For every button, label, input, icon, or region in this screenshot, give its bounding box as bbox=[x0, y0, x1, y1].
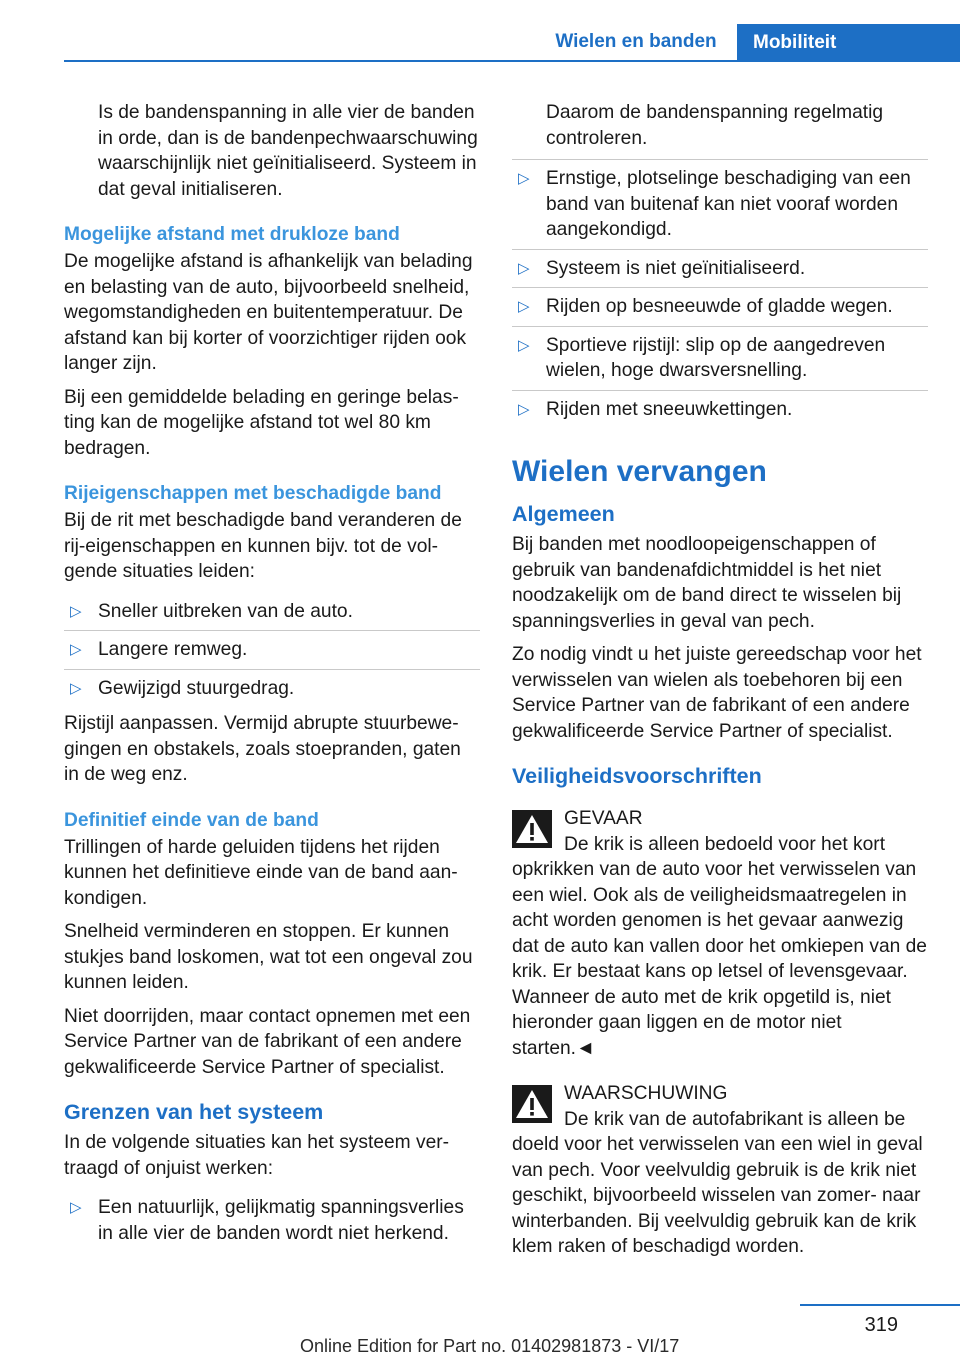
warning-first-line: De krik is alleen bedoeld voor het kort bbox=[564, 833, 886, 855]
header-divider bbox=[64, 60, 960, 62]
warning-first-line: De krik van de autofabrikant is alleen be bbox=[564, 1108, 906, 1130]
list-item: ▷ Ernstige, plotselinge beschadiging van een band van buitenaf kan niet vooraf worden aangekondigd. bbox=[518, 168, 911, 240]
paragraph-distance-2: Bij een gemiddelde belading en geringe belasting kan de mogelijke afstand tot wel 80 km bedragen. bbox=[64, 386, 459, 459]
list-driving bbox=[64, 593, 480, 708]
paragraph-driving: Bij de rit met beschadigde band veranderen de rij-eigenschappen en kunnen bijv. tot de volgende situaties leiden: bbox=[64, 510, 462, 582]
triangle-bullet-icon: ▷ bbox=[70, 602, 82, 620]
list-item: ▷ Rijden met sneeuwkettingen. bbox=[512, 390, 928, 429]
list-limits-right bbox=[512, 159, 928, 428]
paragraph-limits: In de volgende situaties kan het systeem vertraagd of onjuist werken: bbox=[64, 1132, 450, 1179]
warning-text: opkrikken van de auto voor het verwisselen van een wiel. Ook als de veiligheidsmaatregelen in acht worden genomen is het gevaar aanwezig dat de auto kan vallen door het omkiepen van de krik. Er bestaat kans op letsel of levensgevaar. Wanneer de auto met de krik opgetild is, niet hieronder gaan liggen en de motor niet starten.◄ bbox=[512, 859, 927, 1059]
triangle-bullet-icon: ▷ bbox=[518, 400, 530, 418]
triangle-bullet-icon: ▷ bbox=[518, 170, 530, 187]
right-column bbox=[512, 100, 928, 1270]
heading-distance: Mogelijke afstand met drukloze band bbox=[64, 224, 400, 245]
heading-safety: Veiligheidsvoorschriften bbox=[512, 764, 762, 788]
paragraph-general-1: Bij banden met noodloopeigenschappen of gebruik van bandenafdichtmiddel is het niet noodzakelijk om de band direct te wisselen bij spanningsverlies in geval van pech. bbox=[512, 534, 902, 632]
section-tab[interactable]: Wielen en banden bbox=[555, 31, 717, 52]
warning-caution bbox=[512, 1081, 928, 1260]
edition-footer: Online Edition for Part no. 01402981873 - VI/17 bbox=[300, 1336, 680, 1356]
footer-divider bbox=[800, 1304, 960, 1306]
list-item: ▷ Gewijzigd stuurgedrag. bbox=[64, 669, 480, 708]
paragraph-end-1: Trillingen of harde geluiden tijdens het rijden kunnen het definitieve einde van de band aankondigen. bbox=[64, 836, 458, 909]
warning-text: doeld voor het verwisselen van een wiel in geval van pech. Voor veelvuldig gebruik is de krik niet geschikt, bijvoorbeeld wisselen van zomer- naar winterbanden. Bij veelvuldig gebruik kan de krik klem raken of beschadigd worden. bbox=[512, 1134, 923, 1257]
intro-paragraph: Is de bandenspanning in alle vier de banden in orde, dan is de bandenpechwaarschuwing waarschijnlijk niet geïnitialiseerd. Systeem in dat geval initialiseren. bbox=[98, 102, 478, 200]
list-item: ▷ Een natuurlijk, gelijkmatig spanningsverlies in alle vier de banden wordt niet herkend. bbox=[70, 1197, 464, 1244]
paragraph-general-2: Zo nodig vindt u het juiste gereedschap voor het verwisselen van wielen als toebehoren bij een Service Partner van de fabrikant of een andere gekwalificeerde Service Partner of specialist. bbox=[512, 644, 922, 742]
warning-title: GEVAAR bbox=[564, 808, 643, 829]
heading-general: Algemeen bbox=[512, 502, 615, 526]
heading-driving: Rijeigenschappen met beschadigde band bbox=[64, 483, 442, 504]
triangle-bullet-icon: ▷ bbox=[518, 259, 530, 277]
warning-danger bbox=[512, 806, 928, 1061]
page-header bbox=[0, 0, 960, 62]
paragraph-end-2: Snelheid verminderen en stoppen. Er kunnen stukjes band loskomen, wat tot een ongeval zou kunnen leiden. bbox=[64, 921, 473, 993]
paragraph-driving-2: Rijstijl aanpassen. Vermijd abrupte stuurbewegingen en obstakels, zoals stoepranden, gaten in de weg enz. bbox=[64, 713, 461, 785]
triangle-bullet-icon: ▷ bbox=[70, 679, 82, 697]
left-column bbox=[64, 100, 480, 1256]
triangle-bullet-icon: ▷ bbox=[70, 1199, 82, 1216]
paragraph-distance-1: De mogelijke afstand is afhankelijk van belading en belasting van de auto, bijvoorbeeld snelheid, wegomstandigheden en buitentemperatuur. De afstand kan bij korter of voorzichtiger rijden ook langer zijn. bbox=[64, 251, 473, 374]
list-item: ▷ Systeem is niet geïnitialiseerd. bbox=[512, 249, 928, 288]
list-item: ▷ Langere remweg. bbox=[64, 630, 480, 669]
heading-limits: Grenzen van het systeem bbox=[64, 1100, 324, 1124]
chapter-tab[interactable]: Mobiliteit bbox=[737, 24, 960, 62]
warning-title: WAARSCHUWING bbox=[564, 1083, 728, 1104]
paragraph-end-3: Niet doorrijden, maar contact opnemen met een Service Partner van de fabrikant of een andere gekwalificeerde Service Partner of specialist. bbox=[64, 1005, 471, 1078]
chapter-heading: Wielen vervangen bbox=[512, 455, 767, 488]
triangle-bullet-icon: ▷ bbox=[518, 336, 530, 354]
page-number: 319 bbox=[864, 1314, 898, 1336]
triangle-bullet-icon: ▷ bbox=[518, 298, 530, 315]
list-item: ▷ Sportieve rijstijl: slip op de aangedreven wielen, hoge dwarsversnelling. bbox=[512, 326, 928, 390]
list-limits-left bbox=[64, 1189, 480, 1252]
continuation-paragraph: Daarom de bandenspanning regelmatig controleren. bbox=[546, 102, 884, 149]
warning-triangle-icon bbox=[512, 810, 552, 848]
list-item: ▷ Sneller uitbreken van de auto. bbox=[70, 600, 353, 622]
list-item: ▷ Rijden op besneeuwde of gladde wegen. bbox=[512, 287, 928, 326]
heading-end: Definitief einde van de band bbox=[64, 809, 319, 831]
warning-triangle-icon bbox=[512, 1085, 552, 1123]
triangle-bullet-icon: ▷ bbox=[70, 641, 82, 658]
